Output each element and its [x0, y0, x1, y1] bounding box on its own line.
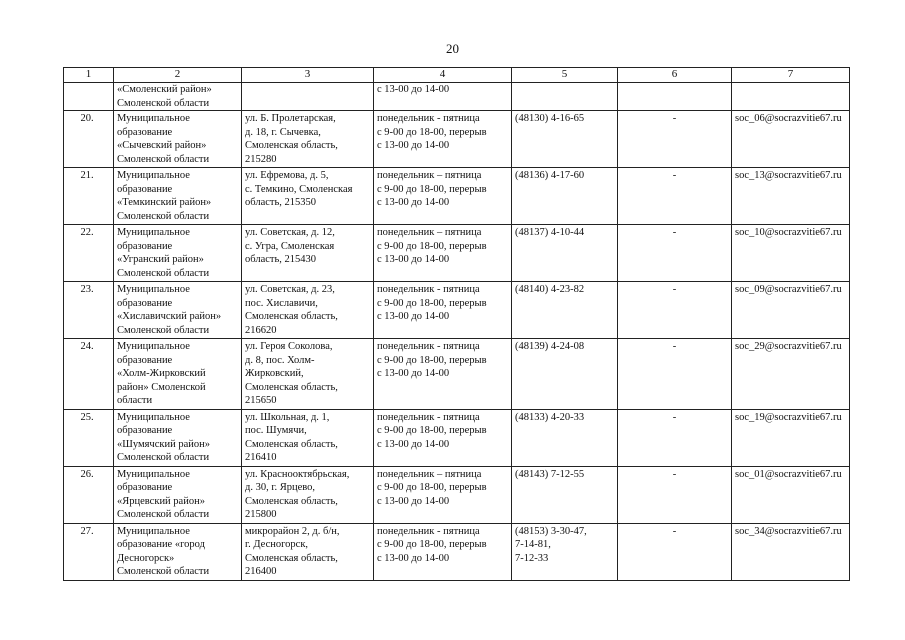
organization-cell — [114, 83, 242, 111]
cell-line: ул. Ефремова, д. 5, — [245, 170, 329, 181]
phone-cell — [512, 339, 618, 410]
table-body — [64, 83, 850, 581]
cell-line: «Угранский район» — [117, 254, 204, 265]
page-number: 20 — [446, 41, 459, 56]
cell-line: (48137) 4-10-44 — [515, 227, 585, 238]
table-row — [64, 339, 850, 410]
cell-line: образование — [117, 425, 173, 436]
cell-line: 7-14-81, — [515, 539, 551, 550]
email-cell: soc_19@socrazvitie67.ru — [732, 409, 850, 466]
cell-line: Муниципальное — [117, 468, 190, 480]
column-header: 5 — [512, 68, 618, 83]
cell-line: 215280 — [245, 153, 277, 165]
cell-line: с 9-00 до 18-00, перерыв — [377, 297, 487, 309]
address-cell — [242, 225, 374, 282]
cell-line: Смоленская область, — [245, 438, 338, 450]
row-number-cell: 26. — [64, 466, 114, 523]
organization-cell — [114, 466, 242, 523]
email-cell: soc_01@socrazvitie67.ru — [732, 466, 850, 523]
column-header: 1 — [64, 68, 114, 83]
email-cell: soc_10@socrazvitie67.ru — [732, 225, 850, 282]
column-6-cell: - — [618, 225, 732, 282]
cell-line: с 13-00 до 14-00 — [377, 552, 450, 564]
column-6-cell: - — [618, 466, 732, 523]
cell-line: с 13-00 до 14-00 — [377, 495, 450, 507]
cell-line: Десногорск» — [117, 552, 175, 564]
cell-line: области — [117, 395, 153, 406]
cell-line: 215650 — [245, 395, 277, 406]
cell-line: образование — [117, 126, 173, 138]
cell-line: 7-12-33 — [515, 552, 549, 564]
row-number-cell: 21. — [64, 168, 114, 225]
organization-cell — [114, 282, 242, 339]
hours-cell — [374, 282, 512, 339]
cell-line: Смоленской области — [117, 153, 210, 165]
cell-line: понедельник – пятница — [377, 227, 482, 238]
phone-cell — [512, 83, 618, 111]
organization-cell — [114, 111, 242, 168]
cell-line: ул. Героя Соколова, — [245, 341, 333, 352]
cell-line: «Сычевский район» — [117, 140, 207, 151]
hours-cell — [374, 83, 512, 111]
cell-line: Смоленской области — [117, 267, 210, 279]
table-row — [64, 282, 850, 339]
column-header: 2 — [114, 68, 242, 83]
cell-line: с 13-00 до 14-00 — [377, 254, 450, 265]
cell-line: «Темкинский район» — [117, 197, 212, 208]
email-cell: soc_13@socrazvitie67.ru — [732, 168, 850, 225]
cell-line: образование — [117, 183, 173, 195]
cell-line: образование «город — [117, 539, 205, 550]
cell-line: область, 215350 — [245, 197, 317, 208]
column-header: 4 — [374, 68, 512, 83]
column-number-row — [64, 68, 850, 83]
cell-line: Муниципальное — [117, 341, 190, 352]
email-cell: soc_34@socrazvitie67.ru — [732, 523, 850, 580]
cell-line: понедельник – пятница — [377, 468, 482, 480]
table-row — [64, 409, 850, 466]
table-row — [64, 523, 850, 580]
column-header: 7 — [732, 68, 850, 83]
cell-line: Муниципальное — [117, 170, 190, 181]
cell-line: Смоленской области — [117, 97, 210, 109]
cell-line: Смоленской области — [117, 566, 210, 577]
cell-line: Жирковский, — [245, 368, 304, 379]
organization-cell — [114, 409, 242, 466]
cell-line: (48130) 4-16-65 — [515, 113, 585, 124]
address-cell — [242, 83, 374, 111]
cell-line: г. Десногорск, — [245, 539, 309, 550]
cell-line: «Смоленский район» — [117, 84, 212, 95]
cell-line: (48143) 7-12-55 — [515, 468, 585, 480]
cell-line: Смоленская область, — [245, 140, 338, 151]
cell-line: (48133) 4-20-33 — [515, 411, 585, 423]
hours-cell — [374, 225, 512, 282]
organization-cell — [114, 168, 242, 225]
column-header: 6 — [618, 68, 732, 83]
cell-line: с 9-00 до 18-00, перерыв — [377, 183, 487, 195]
cell-line: район» Смоленской — [117, 381, 206, 393]
email-cell: soc_06@socrazvitie67.ru — [732, 111, 850, 168]
column-header: 3 — [242, 68, 374, 83]
organization-cell — [114, 523, 242, 580]
cell-line: ул. Школьная, д. 1, — [245, 411, 330, 423]
address-cell — [242, 523, 374, 580]
address-cell — [242, 168, 374, 225]
organization-cell — [114, 339, 242, 410]
cell-line: образование — [117, 354, 173, 366]
cell-line: д. 18, г. Сычевка, — [245, 126, 321, 138]
column-6-cell: - — [618, 168, 732, 225]
continuation-row — [64, 83, 850, 111]
row-number-cell: 24. — [64, 339, 114, 410]
hours-cell — [374, 168, 512, 225]
cell-line: с 13-00 до 14-00 — [377, 311, 450, 322]
cell-line: «Ярцевский район» — [117, 495, 205, 507]
cell-line: Смоленская область, — [245, 495, 338, 507]
cell-line: Смоленской области — [117, 324, 210, 336]
address-cell — [242, 466, 374, 523]
cell-line: «Хиславичский район» — [117, 311, 222, 322]
hours-cell — [374, 339, 512, 410]
phone-cell — [512, 225, 618, 282]
cell-line: микрорайон 2, д. б/н, — [245, 525, 340, 537]
cell-line: Смоленская область, — [245, 552, 338, 564]
email-cell: soc_09@socrazvitie67.ru — [732, 282, 850, 339]
table-row — [64, 466, 850, 523]
cell-line: 216400 — [245, 566, 277, 577]
cell-line: с 9-00 до 18-00, перерыв — [377, 425, 487, 436]
cell-line: понедельник - пятница — [377, 284, 480, 295]
cell-line: с 9-00 до 18-00, перерыв — [377, 240, 487, 252]
cell-line: с 9-00 до 18-00, перерыв — [377, 126, 487, 138]
row-number-cell: 23. — [64, 282, 114, 339]
cell-line: ул. Краснооктябрьская, — [245, 468, 350, 480]
cell-line: ул. Советская, д. 23, — [245, 284, 335, 295]
cell-line: понедельник - пятница — [377, 525, 480, 537]
cell-line: 215800 — [245, 509, 277, 520]
cell-line: Смоленской области — [117, 509, 210, 520]
cell-line: образование — [117, 482, 173, 493]
phone-cell — [512, 409, 618, 466]
phone-cell — [512, 111, 618, 168]
row-number-cell: 25. — [64, 409, 114, 466]
email-cell — [732, 83, 850, 111]
cell-line: (48140) 4-23-82 — [515, 284, 585, 295]
cell-line: с 13-00 до 14-00 — [377, 368, 450, 379]
column-6-cell — [618, 83, 732, 111]
cell-line: Муниципальное — [117, 525, 190, 537]
cell-line: 216620 — [245, 324, 277, 336]
phone-cell — [512, 168, 618, 225]
row-number-cell: 27. — [64, 523, 114, 580]
cell-line: Смоленской области — [117, 210, 210, 222]
cell-line: с 9-00 до 18-00, перерыв — [377, 482, 487, 493]
cell-line: (48136) 4-17-60 — [515, 170, 585, 181]
cell-line: «Холм-Жирковский — [117, 368, 206, 379]
cell-line: Муниципальное — [117, 284, 190, 295]
column-6-cell: - — [618, 409, 732, 466]
hours-cell — [374, 409, 512, 466]
phone-cell — [512, 466, 618, 523]
cell-line: образование — [117, 297, 173, 309]
column-6-cell: - — [618, 339, 732, 410]
cell-line: область, 215430 — [245, 254, 317, 265]
row-number-cell: 20. — [64, 111, 114, 168]
column-6-cell: - — [618, 282, 732, 339]
cell-line: ул. Б. Пролетарская, — [245, 113, 336, 124]
cell-line: с 13-00 до 14-00 — [377, 84, 450, 95]
table-row — [64, 111, 850, 168]
cell-line: д. 30, г. Ярцево, — [245, 482, 316, 493]
cell-line: Смоленской области — [117, 452, 210, 463]
phone-cell — [512, 282, 618, 339]
row-number-cell — [64, 83, 114, 111]
cell-line: понедельник - пятница — [377, 341, 480, 352]
cell-line: 216410 — [245, 452, 277, 463]
cell-line: ул. Советская, д. 12, — [245, 227, 335, 238]
hours-cell — [374, 111, 512, 168]
cell-line: образование — [117, 240, 173, 252]
cell-line: Муниципальное — [117, 227, 190, 238]
row-number-cell: 22. — [64, 225, 114, 282]
cell-line: с 13-00 до 14-00 — [377, 140, 450, 151]
phone-cell — [512, 523, 618, 580]
cell-line: с 13-00 до 14-00 — [377, 438, 450, 450]
cell-line: с. Темкино, Смоленская — [245, 183, 353, 195]
table-row — [64, 168, 850, 225]
cell-line: понедельник - пятница — [377, 411, 480, 423]
address-cell — [242, 282, 374, 339]
cell-line: «Шумячский район» — [117, 438, 210, 450]
address-cell — [242, 409, 374, 466]
cell-line: Смоленская область, — [245, 381, 338, 393]
cell-line: Муниципальное — [117, 113, 190, 124]
cell-line: с 9-00 до 18-00, перерыв — [377, 539, 487, 550]
cell-line: д. 8, пос. Холм- — [245, 354, 315, 366]
cell-line: пос. Шумячи, — [245, 425, 307, 436]
institutions-table — [63, 67, 850, 581]
table-row — [64, 225, 850, 282]
cell-line: с. Угра, Смоленская — [245, 240, 335, 252]
organization-cell — [114, 225, 242, 282]
cell-line: пос. Хиславичи, — [245, 297, 318, 309]
cell-line: с 9-00 до 18-00, перерыв — [377, 354, 487, 366]
cell-line: понедельник – пятница — [377, 170, 482, 181]
column-6-cell: - — [618, 111, 732, 168]
cell-line: Муниципальное — [117, 411, 190, 423]
column-6-cell: - — [618, 523, 732, 580]
hours-cell — [374, 523, 512, 580]
cell-line: (48153) 3-30-47, — [515, 525, 587, 537]
cell-line: Смоленская область, — [245, 311, 338, 322]
address-cell — [242, 339, 374, 410]
cell-line: с 13-00 до 14-00 — [377, 197, 450, 208]
hours-cell — [374, 466, 512, 523]
cell-line: (48139) 4-24-08 — [515, 341, 585, 352]
email-cell: soc_29@socrazvitie67.ru — [732, 339, 850, 410]
cell-line: понедельник - пятница — [377, 113, 480, 124]
address-cell — [242, 111, 374, 168]
